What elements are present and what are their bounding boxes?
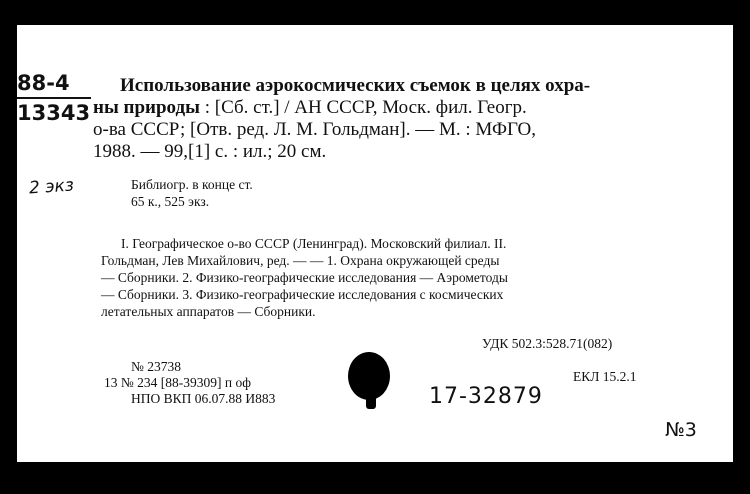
call-number-bottom: 13343 bbox=[17, 101, 91, 125]
subjects-line-4: — Сборники. 3. Физико-географические исследования с космических bbox=[101, 287, 504, 302]
subjects-line-5: летательных аппаратов — Сборники. bbox=[101, 304, 316, 319]
title-line-3: о-ва СССР; [Отв. ред. Л. М. Гольдман]. — М. : МФГО, bbox=[93, 119, 537, 140]
handwritten-code: 17-32879 bbox=[429, 384, 543, 409]
subjects-line-1: I. Географическое о-во СССР (Ленинград). Московский филиал. II. bbox=[121, 236, 507, 251]
subjects-line-2: Гольдман, Лев Михайлович, ред. — — 1. Охрана окружающей среды bbox=[101, 253, 500, 268]
call-number-divider bbox=[17, 97, 91, 99]
call-number-top: 88-4 bbox=[17, 71, 70, 95]
footer-line-2: 13 № 234 [88-39309] п оф bbox=[104, 375, 251, 390]
notes-line-1: Библиогр. в конце ст. bbox=[131, 177, 253, 192]
handwritten-note-copies: 2 экз bbox=[28, 175, 75, 199]
title-line-4: 1988. — 99,[1] с. : ил.; 20 см. bbox=[93, 141, 327, 162]
handwritten-corner-note: №3 bbox=[665, 419, 697, 441]
footer-line-1: № 23738 bbox=[131, 359, 182, 374]
subjects-line-3: — Сборники. 2. Физико-географические исследования — Аэрометоды bbox=[101, 270, 508, 285]
title-line-1: Использование аэрокосмических съемок в целях охра- bbox=[120, 75, 591, 96]
ekl-code: ЕКЛ 15.2.1 bbox=[573, 369, 637, 384]
udk-code: УДК 502.3:528.71(082) bbox=[482, 336, 613, 351]
title-line-2-bold: ны природы bbox=[93, 97, 200, 118]
punch-hole-tail bbox=[366, 377, 376, 409]
footer-line-3: НПО ВКП 06.07.88 И883 bbox=[131, 391, 276, 406]
title-line-2-rest: : [Сб. ст.] / АН СССР, Моск. фил. Геогр. bbox=[199, 97, 527, 118]
notes-line-2: 65 к., 525 экз. bbox=[131, 194, 210, 209]
title-line-2 bbox=[93, 98, 527, 118]
catalog-card bbox=[17, 25, 733, 462]
